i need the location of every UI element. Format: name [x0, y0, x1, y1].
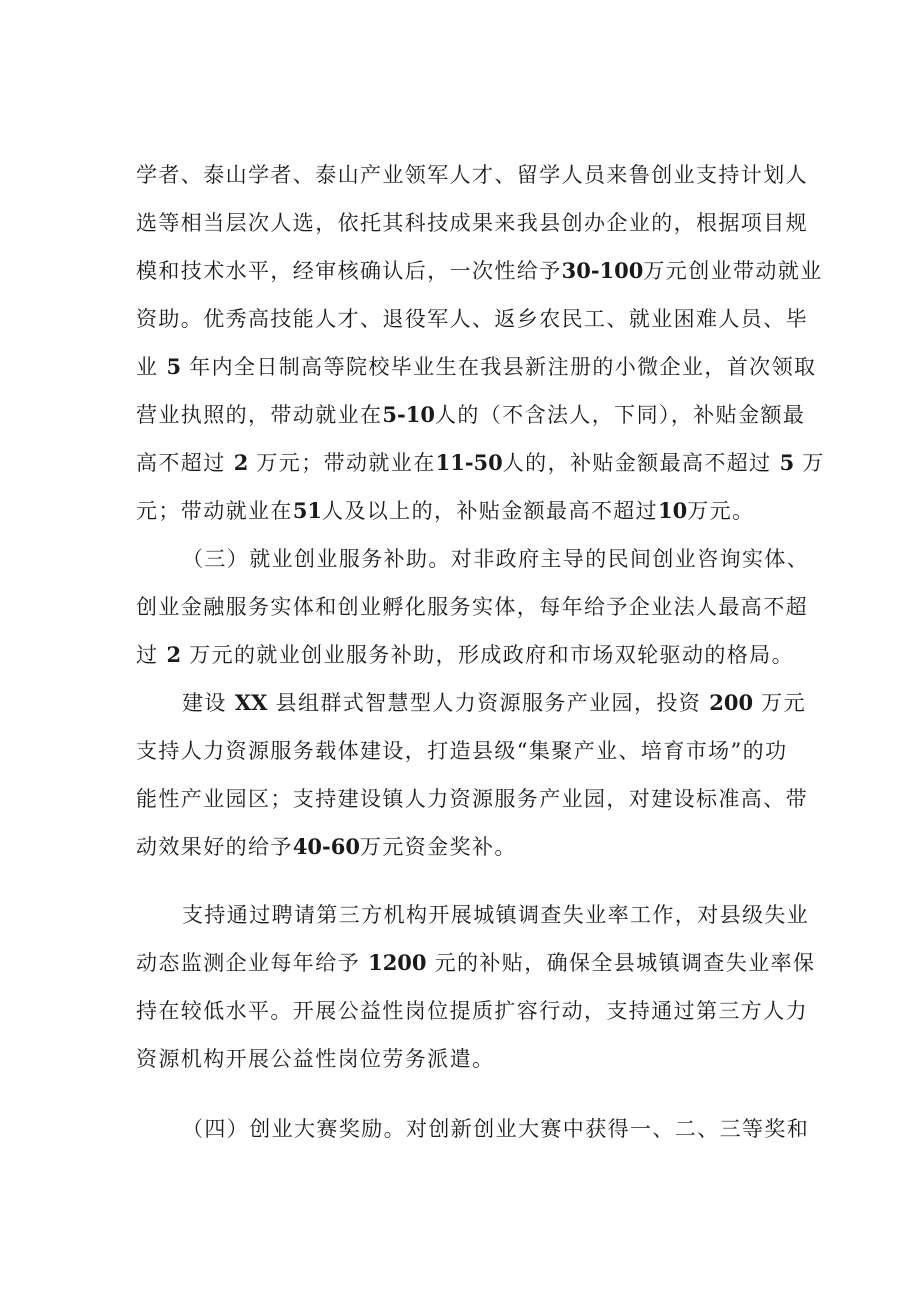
text-run: 动效果好的给予 [136, 835, 293, 859]
number-run: 30-100 [561, 258, 644, 283]
text-run: 模和技术水平，经审核确认后，一次性给予 [136, 259, 562, 283]
number-run: 2 [233, 450, 249, 475]
paragraph-1-line-8 [136, 496, 754, 526]
paragraph-1-line-5 [136, 352, 816, 382]
paragraph-2-line-3 [136, 640, 794, 670]
text-run: 人及以上的，补贴金额最高不超过 [322, 499, 659, 523]
number-run: 10 [658, 498, 688, 523]
text-run: 万元的就业创业服务补助，形成政府和市场双轮驱动的格局。 [189, 643, 794, 667]
text-run: 万元 [761, 691, 806, 715]
paragraph-3-line-3: 能性产业园区；支持建设镇人力资源服务产业园，对建设标准高、带 [136, 787, 808, 811]
number-run: 5 [779, 450, 795, 475]
text-run: 万元创业带动就业 [643, 259, 823, 283]
number-run: 5 [166, 354, 182, 379]
paragraph-1-line-2: 选等相当层次人选，依托其科技成果来我县创办企业的，根据项目规 [136, 211, 808, 235]
text-run: 动态监测企业每年给予 [136, 951, 360, 975]
number-run: 200 [709, 690, 754, 715]
paragraph-4-line-3: 持在较低水平。开展公益性岗位提质扩容行动，支持通过第三方人力 [136, 999, 808, 1023]
paragraph-5-line-1: （四）创业大赛奖励。对创新创业大赛中获得一、二、三等奖和 [182, 1117, 810, 1141]
number-run: 51 [292, 498, 323, 523]
text-run: 过 [136, 643, 159, 667]
number-run: 11-50 [435, 450, 503, 475]
text-run: 元；带动就业在 [136, 499, 293, 523]
text-run: 人的（不含法人，下同），补贴金额最 [434, 403, 806, 427]
text-run: 建设 [182, 691, 227, 715]
number-run: 2 [166, 642, 182, 667]
paragraph-3-line-1 [182, 688, 806, 718]
number-run: 1200 [368, 950, 427, 975]
text-run: 业 [136, 355, 159, 379]
text-run: 万 [802, 451, 825, 475]
paragraph-2-line-1: （三）就业创业服务补助。对非政府主导的民间创业咨询实体、 [182, 547, 810, 571]
paragraph-4-line-2 [136, 948, 815, 978]
paragraph-4-line-1: 支持通过聘请第三方机构开展城镇调查失业率工作，对县级失业 [182, 903, 810, 927]
paragraph-1-line-3 [136, 256, 823, 286]
text-run: 县组群式智慧型人力资源服务产业园，投资 [275, 691, 702, 715]
paragraph-4-line-4: 资源机构开展公益性岗位劳务派遣。 [136, 1047, 495, 1071]
text-run: 万元。 [687, 499, 755, 523]
text-run: 人的，补贴金额最高不超过 [502, 451, 772, 475]
paragraph-3-line-4 [136, 832, 517, 862]
paragraph-1-line-6 [136, 400, 805, 430]
text-run: 高不超过 [136, 451, 226, 475]
paragraph-3-line-2: 支持人力资源服务载体建设，打造县级“集聚产业、培育市场”的功 [136, 739, 788, 763]
number-run: XX [234, 690, 268, 715]
number-run: 40-60 [292, 834, 360, 859]
text-run: 万元资金奖补。 [359, 835, 517, 859]
text-run: 营业执照的，带动就业在 [136, 403, 383, 427]
text-run: 万元；带动就业在 [256, 451, 436, 475]
paragraph-1-line-1: 学者、泰山学者、泰山产业领军人才、留学人员来鲁创业支持计划人 [136, 163, 808, 187]
paragraph-1-line-4: 资助。优秀高技能人才、退役军人、返乡农民工、就业困难人员、毕 [136, 307, 808, 331]
paragraph-2-line-2: 创业金融服务实体和创业孵化服务实体，每年给予企业法人最高不超 [136, 595, 808, 619]
paragraph-1-line-7 [136, 448, 825, 478]
number-run: 5-10 [382, 402, 435, 427]
text-run: 元的补贴，确保全县城镇调查失业率保 [434, 951, 816, 975]
text-run: 年内全日制高等院校毕业生在我县新注册的小微企业，首次领取 [189, 355, 817, 379]
